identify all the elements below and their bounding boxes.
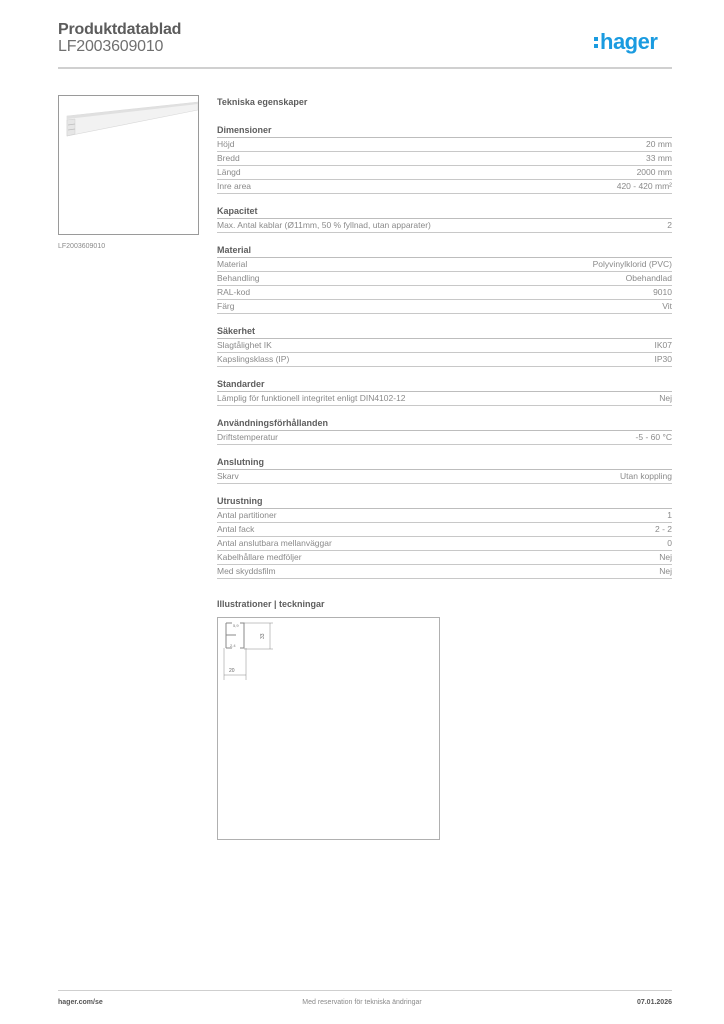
specs-title: Tekniska egenskaper xyxy=(217,97,308,107)
spec-label: Skarv xyxy=(217,471,239,481)
technical-specifications xyxy=(217,97,672,590)
hager-logo xyxy=(594,29,657,55)
spec-label: Kabelhållare medföljer xyxy=(217,552,302,562)
technical-drawing xyxy=(217,617,440,840)
svg-text:5,9: 5,9 xyxy=(233,623,239,628)
spec-label: RAL-kod xyxy=(217,287,251,297)
spec-value: 420 - 420 mm² xyxy=(616,181,672,191)
spec-value: 2000 mm xyxy=(636,167,672,177)
header-divider xyxy=(58,67,672,69)
spec-row xyxy=(217,339,672,353)
cable-trunking-image xyxy=(58,95,199,235)
illustrations-title: Illustrationer | teckningar xyxy=(217,599,325,609)
spec-label: Antal fack xyxy=(217,524,255,534)
spec-value: Obehandlad xyxy=(625,273,672,283)
group-title: Användningsförhållanden xyxy=(217,417,672,431)
group-title: Säkerhet xyxy=(217,325,672,339)
spec-value: Utan koppling xyxy=(620,471,672,481)
spec-row xyxy=(217,300,672,314)
spec-label: Höjd xyxy=(217,139,235,149)
spec-label: Lämplig för funktionell integritet enligt DIN4102-12 xyxy=(217,393,406,403)
spec-value: 33 mm xyxy=(646,153,672,163)
cross-section-drawing-icon xyxy=(218,618,439,839)
spec-value: Nej xyxy=(659,552,672,562)
group-title: Dimensioner xyxy=(217,124,672,138)
spec-group-material xyxy=(217,244,672,314)
spec-row xyxy=(217,166,672,180)
spec-row xyxy=(217,180,672,194)
spec-value: 1 xyxy=(667,510,672,520)
spec-label: Material xyxy=(217,259,248,269)
spec-value: 2 - 2 xyxy=(654,524,672,534)
group-title: Standarder xyxy=(217,378,672,392)
spec-label: Inre area xyxy=(217,181,252,191)
logo-colon-icon xyxy=(594,37,598,48)
spec-label: Med skyddsfilm xyxy=(217,566,276,576)
group-title: Anslutning xyxy=(217,456,672,470)
spec-label: Färg xyxy=(217,301,235,311)
spec-group-sakerhet xyxy=(217,325,672,367)
footer-date: 07.01.2026 xyxy=(636,999,672,1006)
spec-label: Längd xyxy=(217,167,241,177)
spec-row xyxy=(217,258,672,272)
spec-label: Antal anslutbara mellanväggar xyxy=(217,538,332,548)
spec-group-standarder xyxy=(217,378,672,406)
spec-value: IP30 xyxy=(654,354,672,364)
spec-row xyxy=(217,551,672,565)
spec-label: Behandling xyxy=(217,273,260,283)
spec-row xyxy=(217,353,672,367)
spec-row xyxy=(217,509,672,523)
spec-row xyxy=(217,272,672,286)
spec-group-dimensioner xyxy=(217,124,672,194)
spec-label: Driftstemperatur xyxy=(217,432,278,442)
page-title: Produktdatablad xyxy=(58,21,182,38)
spec-row xyxy=(217,523,672,537)
spec-label: Bredd xyxy=(217,153,240,163)
spec-value: Polyvinylklorid (PVC) xyxy=(592,259,672,269)
spec-row xyxy=(217,470,672,484)
spec-label: Kapslingsklass (IP) xyxy=(217,354,290,364)
spec-row xyxy=(217,431,672,445)
svg-text:2,4: 2,4 xyxy=(230,643,236,648)
spec-row xyxy=(217,152,672,166)
product-image-caption: LF2003609010 xyxy=(58,243,106,250)
product-photo-icon xyxy=(59,96,198,234)
spec-value: IK07 xyxy=(654,340,672,350)
svg-text:33: 33 xyxy=(260,633,266,639)
spec-group-anvandningsforhallanden xyxy=(217,417,672,445)
spec-value: Vit xyxy=(662,301,672,311)
spec-value: -5 - 60 °C xyxy=(635,432,672,442)
group-title: Utrustning xyxy=(217,495,672,509)
spec-label: Antal partitioner xyxy=(217,510,277,520)
article-number: LF2003609010 xyxy=(58,38,164,55)
spec-row xyxy=(217,392,672,406)
spec-label: Max. Antal kablar (Ø11mm, 50 % fyllnad, utan apparater) xyxy=(217,220,431,230)
footer-divider xyxy=(58,990,672,991)
spec-label: Slagtålighet IK xyxy=(217,340,272,350)
footer-website: hager.com/se xyxy=(58,999,103,1006)
spec-group-utrustning xyxy=(217,495,672,579)
spec-value: 0 xyxy=(667,538,672,548)
spec-group-kapacitet xyxy=(217,205,672,233)
group-title: Kapacitet xyxy=(217,205,672,219)
logo-text: hager xyxy=(600,29,658,54)
spec-row xyxy=(217,138,672,152)
footer-disclaimer: Med reservation för tekniska ändringar xyxy=(302,999,422,1006)
spec-value: 9010 xyxy=(653,287,672,297)
spec-row xyxy=(217,565,672,579)
spec-row xyxy=(217,537,672,551)
spec-value: 20 mm xyxy=(646,139,672,149)
group-title: Material xyxy=(217,244,672,258)
spec-value: 2 xyxy=(667,220,672,230)
svg-text:20: 20 xyxy=(229,668,235,674)
spec-value: Nej xyxy=(659,566,672,576)
spec-value: Nej xyxy=(659,393,672,403)
spec-group-anslutning xyxy=(217,456,672,484)
spec-row xyxy=(217,219,672,233)
spec-row xyxy=(217,286,672,300)
